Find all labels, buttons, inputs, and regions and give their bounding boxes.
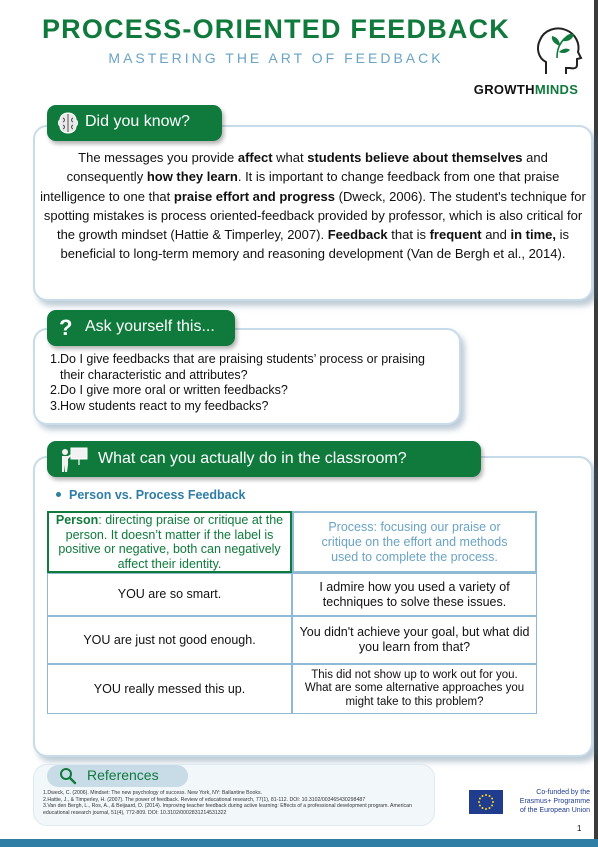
teacher-board-icon — [59, 445, 89, 473]
emphasis-text: in time, — [510, 227, 557, 243]
eu-star — [489, 807, 491, 809]
did-you-know-title: Did you know? — [85, 113, 190, 130]
emphasis-text: students believe about themselves — [307, 150, 523, 165]
brain-icon — [57, 111, 79, 135]
eu-star — [492, 801, 494, 803]
logo-growth: GROWTH — [473, 82, 535, 97]
classroom-tab — [47, 441, 481, 477]
page-number: 1 — [577, 824, 582, 833]
list-item-number: 1. — [50, 352, 61, 366]
bottom-accent-bar — [0, 839, 598, 847]
eu-star — [478, 801, 480, 803]
body-text: is beneficial to long-term memory and reasoning development (Van de Bergh et al., 2014). — [60, 227, 570, 262]
comparison-heading-text: Person vs. Process Feedback — [69, 488, 246, 502]
list-item-text: Do I give feedbacks that are praising students’ process or praising their characteristic and attributes? — [60, 352, 426, 382]
page-subtitle: MASTERING THE ART OF FEEDBACK — [108, 50, 444, 66]
eu-star — [485, 808, 487, 810]
ask-yourself-list — [50, 352, 450, 414]
process-example-cell: I admire how you used a variety of techniques to solve these issues. — [292, 573, 537, 616]
eu-flag-icon — [469, 790, 503, 814]
person-header-bold: Person — [55, 513, 99, 527]
references-list — [43, 790, 428, 816]
body-text: (Dweck, 2006). The student's technique for spotting mistakes is process oriented-feedback provided by professor, which is also critical for the growth mindset (Hattie & Timperley, 2007). — [43, 188, 586, 243]
references-tab — [47, 765, 188, 787]
page-title: PROCESS-ORIENTED FEEDBACK — [41, 14, 511, 44]
eu-star — [491, 798, 493, 800]
emphasis-text: how they learn — [146, 169, 238, 185]
ask-yourself-tab — [47, 310, 235, 346]
eu-line-1: Co-funded by the — [536, 789, 590, 796]
body-text: The messages you provide — [78, 150, 238, 165]
logo-minds: MINDS — [534, 82, 579, 97]
emphasis-text: praise effort and progress — [173, 188, 335, 204]
list-item-text: Do I give more oral or written feedbacks? — [60, 383, 288, 397]
person-example-cell: YOU really messed this up. — [47, 664, 292, 714]
eu-star — [491, 805, 493, 807]
eu-star — [485, 794, 487, 796]
person-header-text — [55, 513, 284, 571]
emphasis-text: frequent — [429, 227, 482, 243]
eu-star — [489, 795, 491, 797]
list-item — [50, 399, 450, 415]
eu-line-3: of the European Union — [519, 807, 590, 814]
growthminds-logo-text — [464, 82, 588, 97]
process-example-cell: You didn't achieve your goal, but what did you learn from that? — [292, 616, 537, 664]
body-text: . It is important to change feedback from one that praise intelligence to one that — [40, 169, 560, 204]
reference-item: 1.Dweck, C. (2006). Mindset: The new psychology of success. New York, NY: Ballantine Books. — [43, 790, 263, 796]
list-item-text: How students react to my feedbacks? — [60, 398, 269, 413]
eu-star — [479, 805, 481, 807]
reference-item: 2.Hattie, J., & Timperley, H. (2007). The power of feedback. Review of educational research, 77(1), 81-112. DOI: 10.3102/003465430298487 — [43, 796, 366, 803]
person-example-cell: YOU are so smart. — [47, 573, 292, 616]
process-column-header: Process: focusing our praise or critique on the effort and methods used to complete the process. — [292, 511, 537, 573]
page-right-edge — [594, 0, 598, 847]
head-with-plant-icon — [532, 22, 584, 78]
eu-line-2: Erasmus+ Programme — [519, 798, 590, 805]
body-text: that is — [387, 227, 430, 243]
list-item-number: 3. — [50, 398, 61, 413]
list-item — [50, 352, 450, 383]
body-text: what — [272, 150, 308, 165]
did-you-know-tab — [47, 105, 222, 141]
eu-star — [479, 798, 481, 800]
bullet-dot-icon — [56, 492, 61, 497]
person-column-header — [47, 511, 292, 573]
process-example-cell: This did not show up to work out for you. What are some alternative approaches you might take to this problem? — [292, 664, 537, 714]
list-item-number: 2. — [50, 383, 61, 397]
classroom-title: What can you actually do in the classroom? — [98, 450, 407, 467]
list-item — [50, 383, 450, 399]
emphasis-text: Feedback — [327, 227, 388, 243]
eu-star — [482, 795, 484, 797]
ask-yourself-title: Ask yourself this... — [85, 318, 215, 335]
comparison-heading — [56, 488, 245, 502]
emphasis-text: affect — [237, 150, 273, 165]
question-mark-icon: ? — [59, 315, 73, 340]
did-you-know-text — [40, 148, 586, 264]
body-text: and consequently — [66, 150, 548, 185]
reference-item: 3.Van den Bergh, L., Ros, A., & Beijaard, D. (2014). Improving teacher feedback during active learning: Effects of a professional development program. American educational research journal, 51(4), 772-809. DOI: 10.3102/0002831214531322 — [43, 803, 412, 816]
person-example-cell: YOU are just not good enough. — [47, 616, 292, 664]
body-text: and — [481, 227, 511, 243]
person-header-rest: : directing praise or critique at the person. It doesn’t matter if the label is positive or negative, both can negatively affect their identity. — [58, 513, 284, 571]
eu-star — [482, 807, 484, 809]
references-title: References — [87, 767, 159, 783]
magnifier-icon — [59, 767, 77, 785]
eu-cofunded-text — [504, 788, 590, 815]
